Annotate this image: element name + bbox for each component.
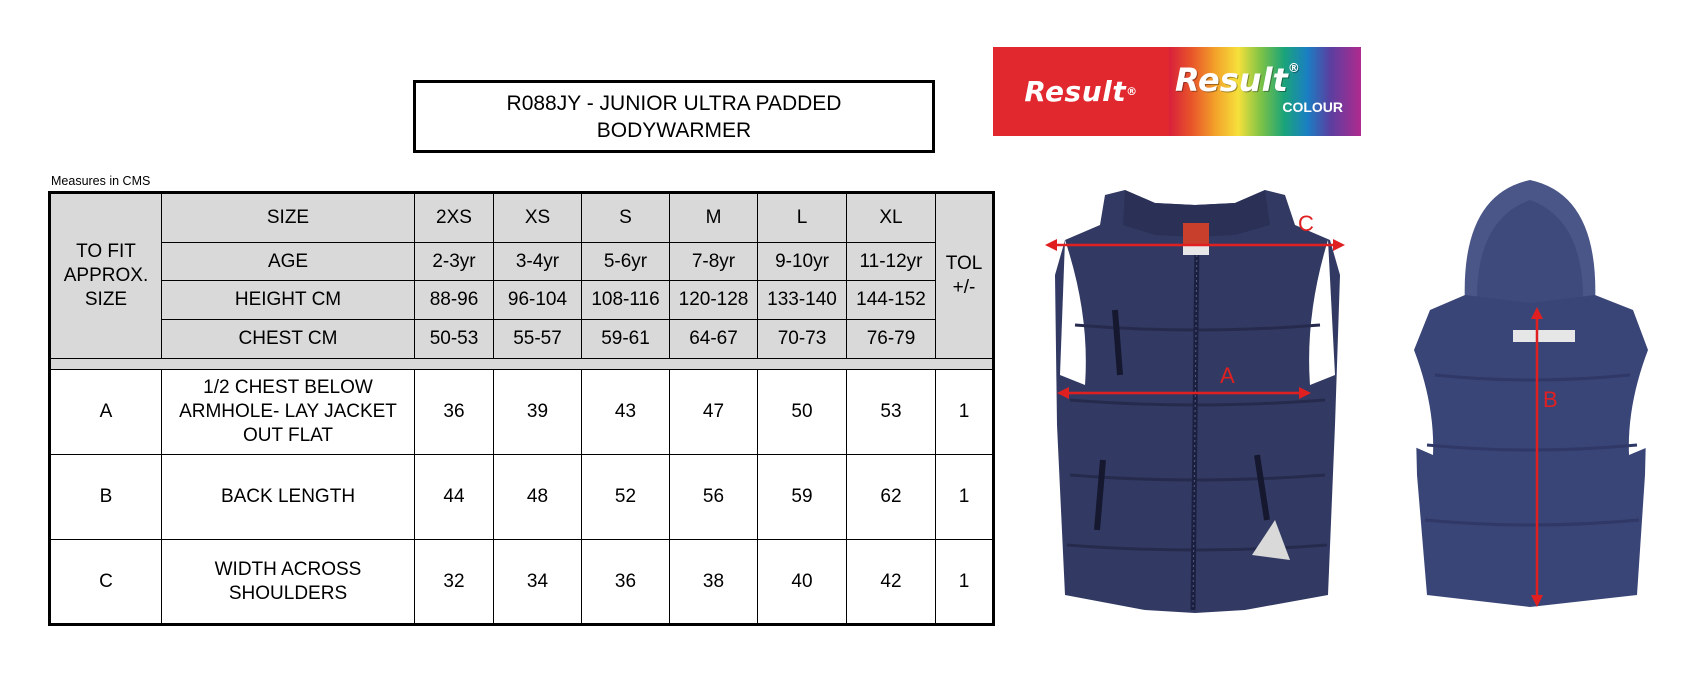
- measure-label-a: A: [1220, 363, 1235, 388]
- header-divider: [50, 359, 994, 370]
- measure-row-b: [50, 455, 994, 540]
- tol-line2: +/-: [952, 277, 976, 298]
- chest-cell: 50-53: [415, 320, 494, 359]
- chart-title-line1: R088JY - JUNIOR ULTRA PADDED: [506, 91, 842, 115]
- chart-title: [413, 80, 935, 153]
- measure-value: 32: [415, 540, 494, 625]
- age-cell: 2-3yr: [415, 243, 494, 281]
- measure-value: 59: [758, 455, 847, 540]
- measure-value: 62: [847, 455, 936, 540]
- result-logo: [993, 47, 1361, 136]
- measure-value: 52: [582, 455, 670, 540]
- measure-value: 39: [494, 370, 582, 455]
- measure-row-a: [50, 370, 994, 455]
- age-label: AGE: [162, 243, 415, 281]
- size-label: SIZE: [162, 193, 415, 243]
- age-cell: 7-8yr: [670, 243, 758, 281]
- chest-cell: 59-61: [582, 320, 670, 359]
- measure-row-c: [50, 540, 994, 625]
- size-l: L: [758, 193, 847, 243]
- measure-tol-c: 1: [936, 540, 994, 625]
- logo-brand-text: Result: [1024, 75, 1127, 108]
- size-2xs: 2XS: [415, 193, 494, 243]
- chart-title-line2: BODYWARMER: [596, 118, 752, 142]
- measure-desc-a: [162, 370, 415, 455]
- size-chart-table: [48, 191, 995, 626]
- to-fit-line1: TO FIT: [76, 241, 136, 262]
- measure-tol-a: 1: [936, 370, 994, 455]
- logo-reg-mark: ®: [1126, 85, 1138, 98]
- to-fit-line3: SIZE: [84, 289, 128, 310]
- measure-desc-c: [162, 540, 415, 625]
- chest-cell: 70-73: [758, 320, 847, 359]
- measure-value: 34: [494, 540, 582, 625]
- measure-value: 47: [670, 370, 758, 455]
- measure-value: 42: [847, 540, 936, 625]
- bodywarmer-back-image: [1405, 175, 1675, 615]
- age-cell: 9-10yr: [758, 243, 847, 281]
- to-fit-label: [50, 193, 162, 359]
- desc-a-line3: OUT FLAT: [242, 425, 334, 446]
- tol-label: [936, 193, 994, 359]
- measure-code-a: A: [50, 370, 162, 455]
- measure-value: 53: [847, 370, 936, 455]
- measure-value: 38: [670, 540, 758, 625]
- size-xs: XS: [494, 193, 582, 243]
- desc-c-line1: WIDTH ACROSS: [214, 558, 362, 580]
- measure-value: 44: [415, 455, 494, 540]
- header-divider-band: [50, 359, 994, 370]
- size-m: M: [670, 193, 758, 243]
- measure-value: 40: [758, 540, 847, 625]
- desc-a-line2: ARMHOLE- LAY JACKET: [179, 401, 397, 422]
- measure-value: 50: [758, 370, 847, 455]
- height-row: [50, 281, 994, 320]
- measures-note: Measures in CMS: [51, 174, 151, 188]
- measure-value: 48: [494, 455, 582, 540]
- measure-tol-b: 1: [936, 455, 994, 540]
- measure-value: 36: [415, 370, 494, 455]
- height-cell: 96-104: [494, 281, 582, 320]
- measure-label-b: B: [1543, 387, 1558, 412]
- desc-c-line2: SHOULDERS: [228, 582, 348, 604]
- age-cell: 3-4yr: [494, 243, 582, 281]
- tol-line1: TOL: [945, 253, 983, 274]
- chest-cell: 64-67: [670, 320, 758, 359]
- age-cell: 5-6yr: [582, 243, 670, 281]
- size-s: S: [582, 193, 670, 243]
- age-cell: 11-12yr: [847, 243, 936, 281]
- chest-cell: 55-57: [494, 320, 582, 359]
- measure-code-c: C: [50, 540, 162, 625]
- height-label: HEIGHT CM: [162, 281, 415, 320]
- measure-label-c: C: [1298, 211, 1314, 236]
- measure-desc-b: BACK LENGTH: [162, 455, 415, 540]
- desc-a-line1: 1/2 CHEST BELOW: [203, 377, 373, 398]
- result-colour-logo: [1169, 47, 1361, 136]
- age-row: [50, 243, 994, 281]
- height-cell: 88-96: [415, 281, 494, 320]
- logo-colour-brand-text: Result®: [1175, 61, 1300, 99]
- bodywarmer-front-image: [1045, 185, 1350, 620]
- chest-row: [50, 320, 994, 359]
- height-cell: 120-128: [670, 281, 758, 320]
- size-row: [50, 193, 994, 243]
- height-cell: 108-116: [582, 281, 670, 320]
- measure-value: 43: [582, 370, 670, 455]
- to-fit-line2: APPROX.: [63, 265, 149, 286]
- measure-value: 56: [670, 455, 758, 540]
- result-logo-red: [993, 47, 1169, 136]
- measure-value: 36: [582, 540, 670, 625]
- logo-colour-sub: COLOUR: [1282, 99, 1343, 115]
- height-cell: 133-140: [758, 281, 847, 320]
- size-xl: XL: [847, 193, 936, 243]
- measure-code-b: B: [50, 455, 162, 540]
- height-cell: 144-152: [847, 281, 936, 320]
- chest-cell: 76-79: [847, 320, 936, 359]
- chest-label: CHEST CM: [162, 320, 415, 359]
